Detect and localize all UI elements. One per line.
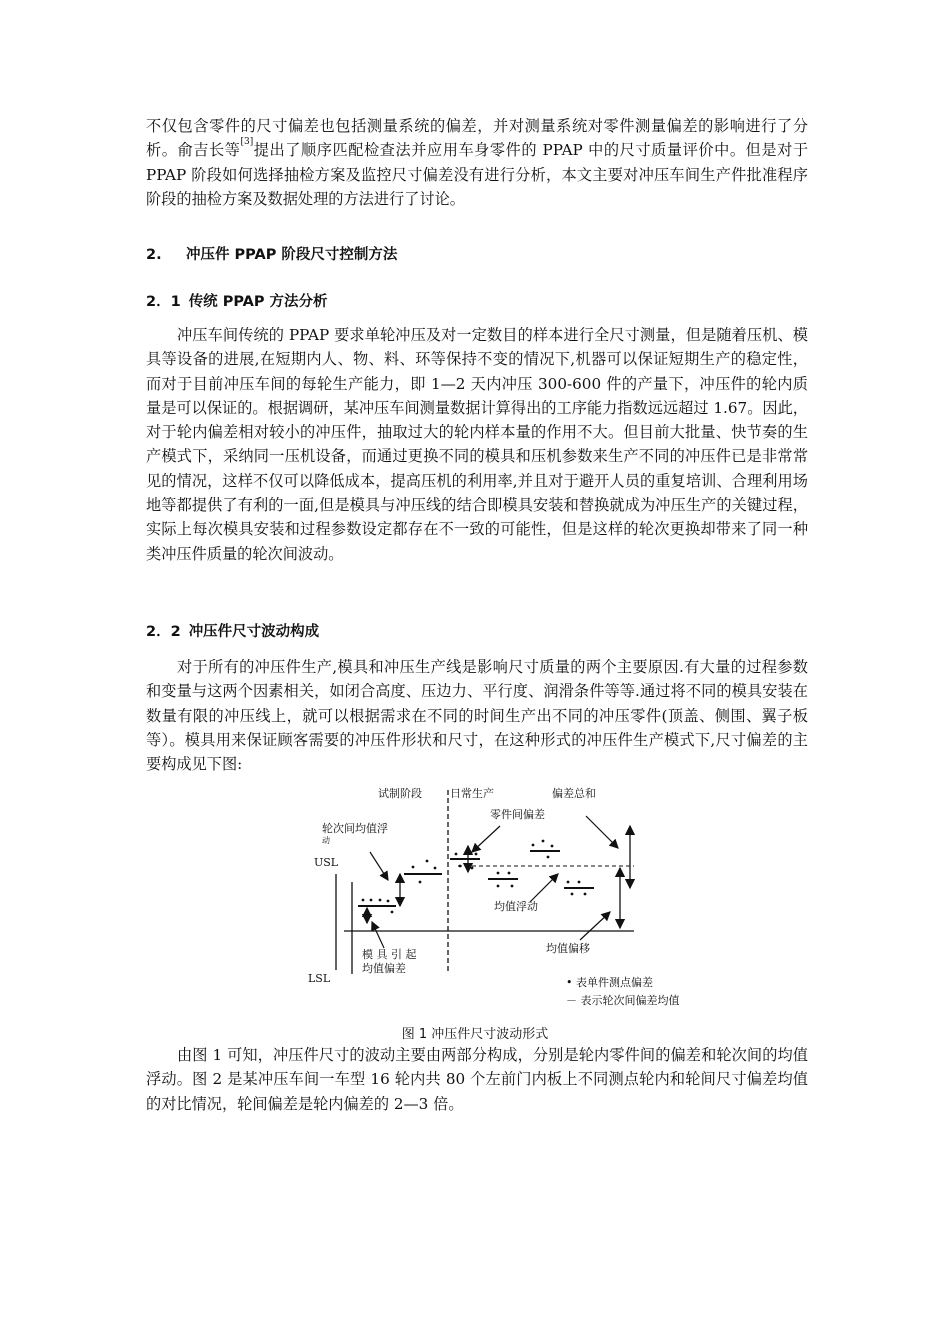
round-6 [564,881,594,896]
between-parts-label: 零件间偏差 [490,808,545,821]
section-title: 冲压件尺寸波动构成 [188,624,320,640]
mean-float-arrow [530,874,558,902]
round-5 [530,840,560,859]
round-2 [400,860,442,906]
intro-paragraph [146,114,808,211]
round-float-label-line2: 动 [322,836,330,845]
mean-shift-label: 均值偏移 [546,942,590,955]
section-title: 传统 PPAP 方法分析 [188,294,328,310]
section-number: 2．1 [146,294,181,310]
lsl-label: LSL [308,972,331,985]
usl-label: USL [314,856,339,869]
mean-shift-arrow [580,912,610,940]
die-deviation-label-line1: 模 具 引 起 [362,948,417,961]
die-deviation-label-line2: 均值偏差 [362,962,406,975]
section-number: 2．2 [146,624,181,640]
die-deviation-arrow [372,922,384,948]
round-4 [488,872,518,888]
total-deviation-arrow [586,816,618,848]
section-number: 2. [146,247,162,263]
section-heading-2 [146,243,397,264]
round-3 [450,846,480,872]
intro-text-a: 不仅包含零件的尺寸偏差也包括测量系统的偏差，并对测量系统对零件测量偏差的影响进行了分析。俞吉长等 [146,117,808,160]
trial-phase-label: 试制阶段 [378,787,422,800]
section-title: 冲压件 PPAP 阶段尺寸控制方法 [186,247,398,263]
paragraph-2-1: 冲压车间传统的 PPAP 要求单轮冲压及对一定数目的样本进行全尺寸测量，但是随着压机、模具等设备的进展,在短期内人、物、料、环等保持不变的情况下,机器可以保证短期生产的稳定性，而对于目前冲压车间的每轮生产能力，即 1—2 天内冲压 300-600 件的产量下，冲压件的轮内质量是可以保证的。根据调研，某冲压车间测量数据计算得出的工序能力指数远远超过 1.67。因此，对于轮内偏差相对较小的冲压件，抽取过大的轮内样本量的作用不大。但目前大批量、快节奏的生产模式下，采纳同一压机设备，而通过更换不同的模具和压机参数来生产不同的冲压件已是非常常见的情况，这样不仅可以降低成本，提高压机的利用率,并且对于避开人员的重复培训、合理利用场地等都提供了有利的一面,但是模具与冲压线的结合即模具安装和替换就成为冲压生产的关键过程，实际上每次模具安装和过程参数设定都存在不一致的可能性，但是这样的轮次更换却带来了同一种类冲压件质量的轮次间波动。 [146,326,808,563]
citation-ref: [3] [240,137,254,148]
paragraph-after-figure: 由图 1 可知，冲压件尺寸的波动主要由两部分构成，分别是轮内零件间的偏差和轮次间的均值浮动。图 2 是某冲压车间一车型 16 轮内共 80 个左前门内板上不同测点轮内和轮间尺寸偏差均值的对比情况，轮间偏差是轮内偏差的 2—3 倍。 [146,1046,808,1113]
section-heading-2-1 [146,290,328,311]
intro-text-b: 提出了顺序匹配检查法并应用车身零件的 PPAP 中的尺寸质量评价中。但是对于 PPAP 阶段如何选择抽检方案及监控尺寸偏差没有进行分析，本文主要对冲压车间生产件批准程序阶段的抽检方案及数据处理的方法进行了讨论。 [146,141,809,208]
section-heading-2-2 [146,620,319,641]
round-float-label-line1: 轮次间均值浮 [322,822,388,835]
daily-production-label: 日常生产 [450,787,494,800]
legend-dash: － 表示轮次间偏差均值 [566,994,680,1007]
legend-dot: • 表单件测点偏差 [566,976,653,989]
round-1 [358,899,396,923]
round-float-arrow [370,852,388,880]
dimension-variation-figure [300,782,700,1014]
between-parts-arrow [472,826,500,852]
mean-float-label: 均值浮动 [494,900,538,913]
paragraph-2-2: 对于所有的冲压件生产,模具和冲压生产线是影响尺寸质量的两个主要原因.有大量的过程参数和变量与这两个因素相关，如闭合高度、压边力、平行度、润滑条件等等.通过将不同的模具安装在数量有限的冲压线上，就可以根据需求在不同的时间生产出不同的冲压零件(顶盖、侧围、翼子板等）。模具用来保证顾客需要的冲压件形状和尺寸，在这种形式的冲压件生产模式下,尺寸偏差的主要构成见下图: [146,658,808,774]
total-deviation-label: 偏差总和 [552,787,596,800]
figure-caption: 图 1 冲压件尺寸波动形式 [401,1027,549,1042]
